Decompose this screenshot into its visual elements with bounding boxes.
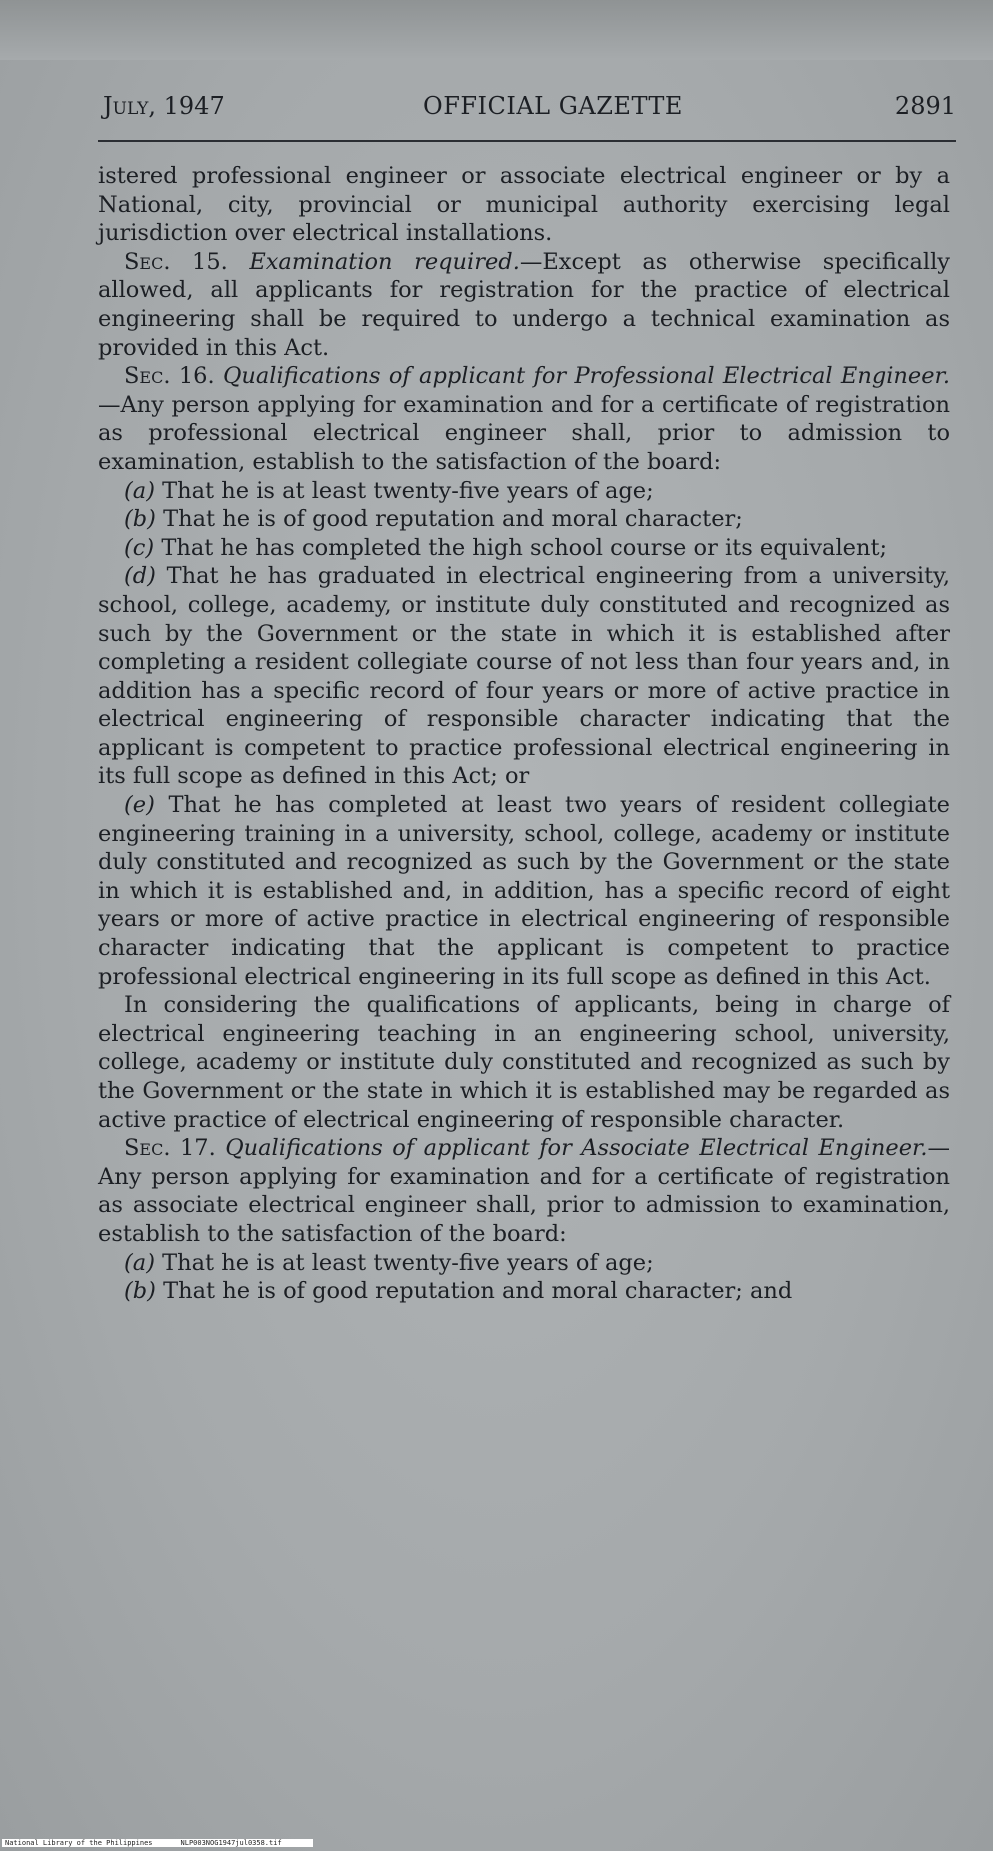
section-number: Sec. 17.: [124, 1135, 216, 1162]
clause-text: That he is at least twenty-five years of age;: [162, 477, 654, 504]
section-17: [98, 1134, 950, 1248]
clause-label: (b): [124, 506, 156, 533]
paragraph-text: istered professional engineer or associate electrical engineer or by a National, city, provincial or municipal authority exercising legal jurisdiction over electrical installations.: [98, 163, 950, 247]
clause-text: That he has graduated in electrical engineering from a university, school, college, academy, or institute duly constituted and recognized as such by the Government or the state in which it is established after completing a resident collegiate course of not less than four years and, in addition has a specific record of four years or more of active practice in electrical engineering of responsible character indicating that the applicant is competent to practice professional electrical engineering in its full scope as defined in this Act; or: [98, 563, 950, 790]
clause-e: [98, 791, 950, 991]
clause-a: [98, 477, 950, 506]
paragraph-text: In considering the qualifications of applicants, being in charge of electrical engineering teaching in an engineering school, university, college, academy or institute duly constituted and recognized as such by the Government or the state in which it is established may be regarded as active practice of electrical engineering of responsible character.: [98, 992, 950, 1133]
clause-text: That he has completed the high school course or its equivalent;: [161, 534, 888, 561]
clause-b: [98, 505, 950, 534]
header-title: OFFICIAL GAZETTE: [423, 92, 683, 120]
paragraph-text: —Any person applying for examination and for a certificate of registration as associate electrical engineer shall, prior to admission to examination, establish to the satisfaction of the board:: [98, 1135, 950, 1247]
clause-label: (e): [124, 792, 155, 819]
paragraph-text: —Except as otherwise specifically allowed, all applicants for registration for the practice of electrical engineering shall be required to undergo a technical examination as provided in this Act.: [98, 248, 950, 361]
clause-label: (c): [124, 534, 155, 561]
paragraph-text: —Any person applying for examination and for a certificate of registration as professional electrical engineer shall, prior to admission to examination, establish to the satisfaction of the board:: [98, 391, 950, 475]
clause-text: That he is at least twenty-five years of age;: [162, 1249, 654, 1276]
clause-label: (a): [124, 1249, 155, 1276]
clause-text: That he is of good reputation and moral character;: [163, 506, 743, 533]
clause-c: [98, 534, 950, 563]
header-page-number: 2891: [894, 92, 956, 120]
scan-top-edge: [0, 0, 993, 60]
clause-label: (a): [124, 477, 155, 504]
footer-file: NLP003NOG1947jul0358.tif: [180, 1839, 282, 1847]
paragraph-continuation: [98, 162, 950, 248]
clause-label: (b): [124, 1278, 156, 1305]
article-body: [98, 162, 950, 1306]
clause-text: That he has completed at least two years of resident collegiate engineering training in a university, school, college, academy or institute duly constituted and recognized as such by the Government or the state in which it is established and, in addition, has a specific record of eight years or more of active practice in electrical engineering of responsible character indicating that the applicant is competent to practice professional electrical engineering in its full scope as defined in this Act.: [98, 792, 951, 990]
section-15: [98, 248, 950, 362]
header-rule: [98, 140, 956, 142]
footer-source: National Library of the Philippines: [5, 1839, 153, 1847]
paragraph-considering: [98, 991, 950, 1134]
section-heading: Qualifications of applicant for Associate Electrical Engineer.: [225, 1135, 928, 1162]
clause-b-2: [98, 1277, 950, 1306]
section-16: [98, 362, 950, 476]
section-heading: Examination required.: [249, 248, 520, 275]
clause-label: (d): [124, 563, 156, 590]
section-number: Sec. 16.: [124, 363, 215, 390]
page-header: [103, 92, 956, 136]
section-number: Sec. 15.: [124, 248, 228, 275]
section-heading: Qualifications of applicant for Professional Electrical Engineer.: [222, 363, 950, 390]
header-date: July, 1947: [103, 92, 225, 120]
clause-text: That he is of good reputation and moral character; and: [163, 1278, 793, 1305]
clause-d: [98, 562, 950, 791]
clause-a-2: [98, 1249, 950, 1278]
scan-footer: [2, 1839, 313, 1847]
